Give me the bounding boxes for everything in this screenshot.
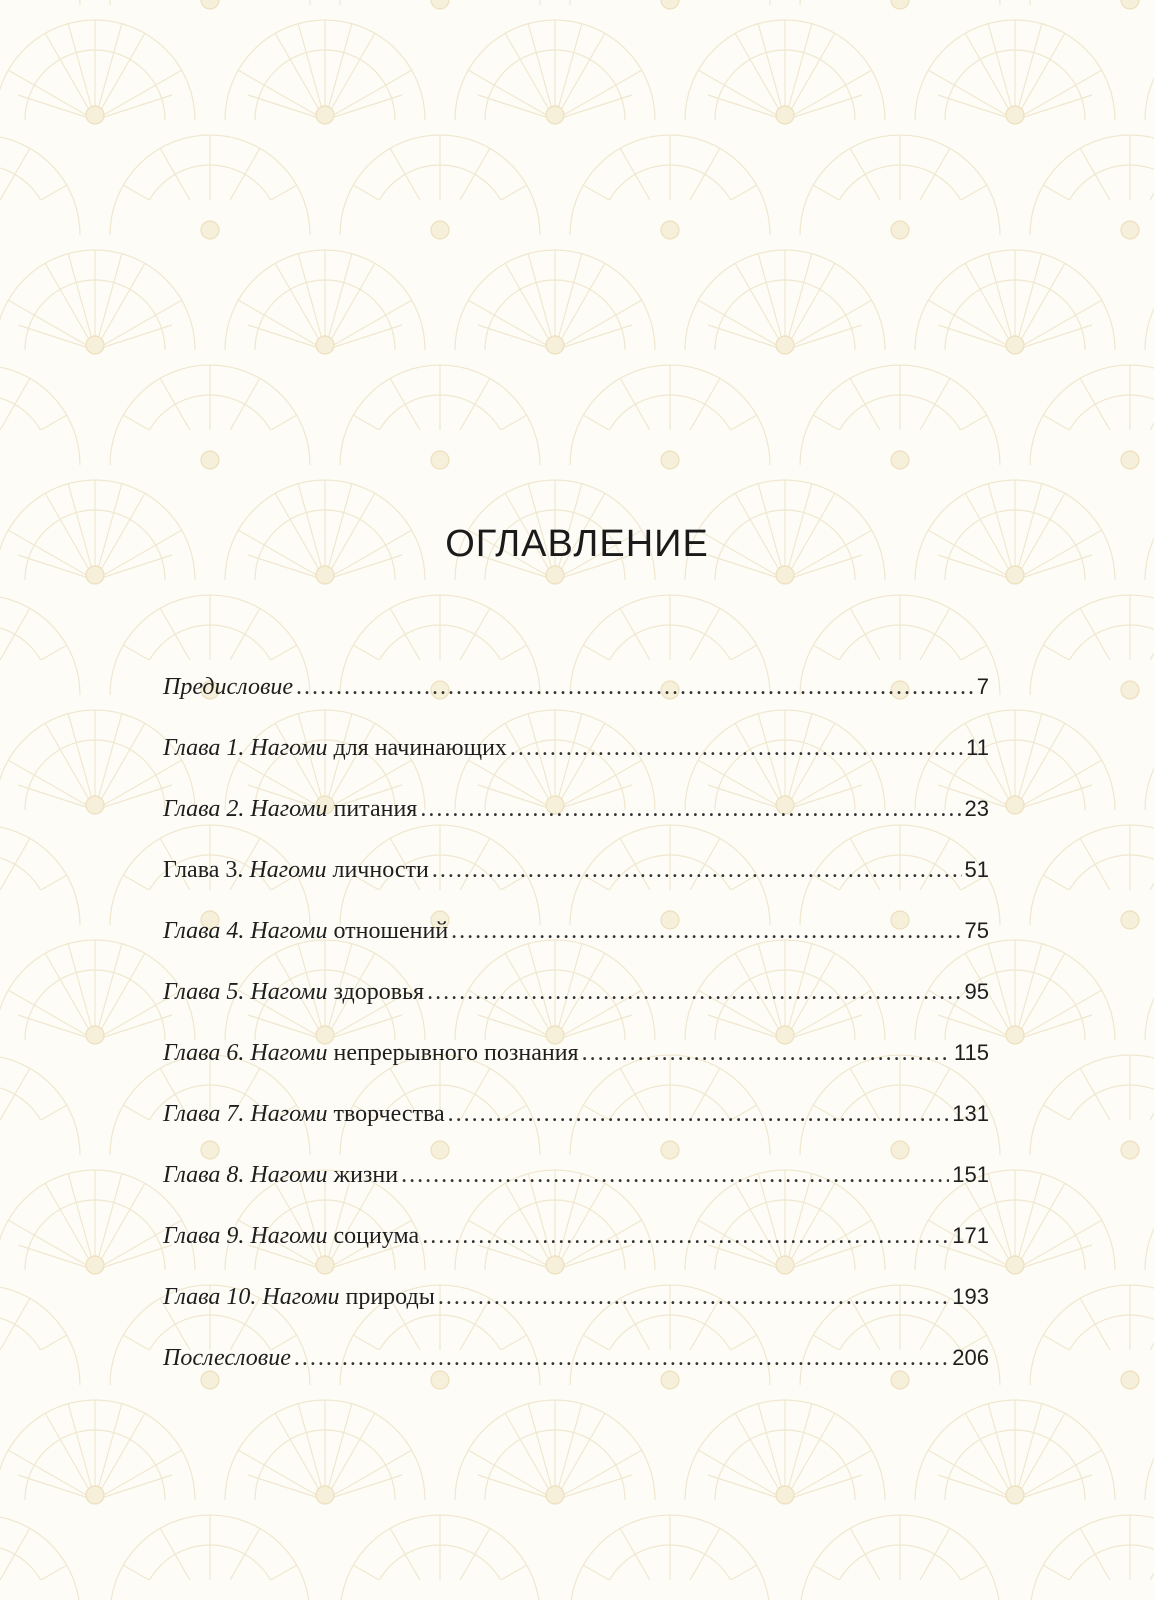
toc-page-number: 115: [953, 1040, 989, 1065]
dot-leader: [427, 977, 961, 1007]
toc-page-number: 23: [964, 796, 989, 821]
toc-entry-chapter-7[interactable]: [163, 1099, 989, 1160]
dot-leader: [420, 794, 961, 824]
toc-page-number: 206: [952, 1345, 989, 1370]
toc-entry-preface[interactable]: [163, 672, 989, 733]
dot-leader: [510, 733, 963, 763]
toc-entry-label: Глава 8. Нагоми жизни: [163, 1162, 399, 1188]
toc-entry-chapter-9[interactable]: [163, 1221, 989, 1282]
toc-entry-afterword[interactable]: [163, 1343, 989, 1404]
dot-leader: [432, 855, 962, 885]
dot-leader: [296, 672, 974, 702]
toc-page-number: 193: [952, 1284, 989, 1309]
toc-page-number: 131: [952, 1101, 989, 1126]
toc-entry-label: Глава 1. Нагоми для начинающих: [163, 735, 507, 761]
toc-page-number: 171: [952, 1223, 989, 1248]
toc-entry-label: Глава 7. Нагоми творчества: [163, 1101, 445, 1127]
toc-entry-chapter-6[interactable]: [163, 1038, 989, 1099]
toc-entry-chapter-10[interactable]: [163, 1282, 989, 1343]
toc-page-number: 95: [964, 979, 989, 1004]
dot-leader: [422, 1221, 949, 1251]
dot-leader: [401, 1160, 949, 1190]
toc-entry-label: Глава 5. Нагоми здоровья: [163, 979, 425, 1005]
toc-page-number: 7: [976, 674, 989, 699]
toc-page-number: 51: [964, 857, 989, 882]
toc-entry-chapter-8[interactable]: [163, 1160, 989, 1221]
toc-entry-label: Глава 6. Нагоми непрерывного познания: [163, 1040, 579, 1066]
page-title: ОГЛАВЛЕНИЕ: [445, 523, 709, 565]
toc-page-number: 75: [964, 918, 989, 943]
toc-entry-label: Глава 10. Нагоми природы: [163, 1284, 435, 1310]
toc-page-number: 11: [966, 735, 989, 760]
toc-entry-chapter-1[interactable]: [163, 733, 989, 794]
dot-leader: [438, 1282, 949, 1312]
dot-leader: [294, 1343, 949, 1373]
dot-leader: [451, 916, 961, 946]
toc-entry-label: Послесловие: [163, 1345, 291, 1371]
dot-leader: [448, 1099, 950, 1129]
toc-entry-chapter-4[interactable]: [163, 916, 989, 977]
toc-entry-chapter-3[interactable]: [163, 855, 989, 916]
dot-leader: [582, 1038, 951, 1068]
table-of-contents: [163, 672, 989, 1404]
toc-entry-label: Глава 9. Нагоми социума: [163, 1223, 420, 1249]
toc-entry-label: Глава 2. Нагоми питания: [163, 796, 418, 822]
toc-page-number: 151: [952, 1162, 989, 1187]
toc-entry-label: Глава 3. Нагоми личности: [163, 857, 429, 883]
toc-entry-label: Предисловие: [163, 674, 294, 700]
toc-entry-chapter-5[interactable]: [163, 977, 989, 1038]
toc-entry-chapter-2[interactable]: [163, 794, 989, 855]
toc-entry-label: Глава 4. Нагоми отношений: [163, 918, 449, 944]
